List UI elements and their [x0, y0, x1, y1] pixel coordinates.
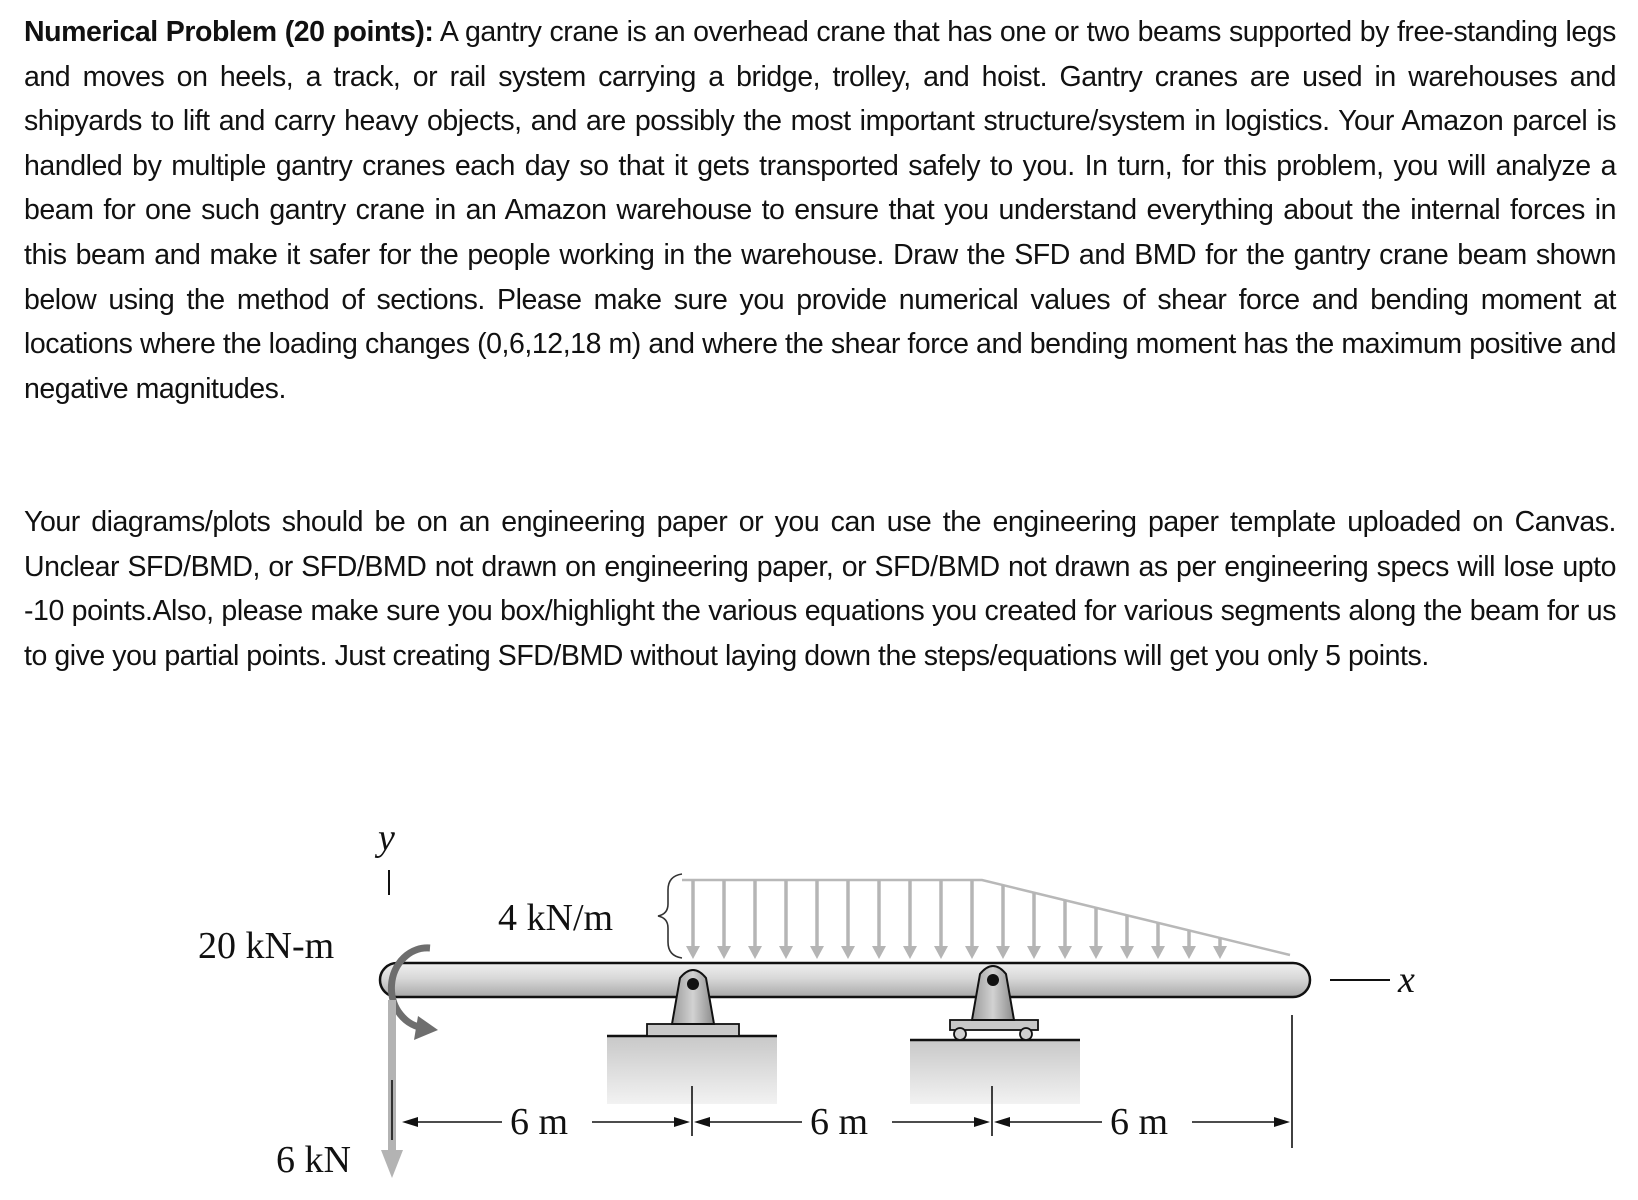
load-arrow-head [996, 946, 1010, 959]
load-arrow-head [1058, 946, 1072, 959]
x-axis-label: x [1398, 959, 1415, 1001]
load-arrow-head [1027, 946, 1041, 959]
moment-label: 20 kN-m [198, 925, 335, 967]
distributed-load-label: 4 kN/m [498, 897, 614, 939]
roller-support-ground [910, 1040, 1080, 1104]
problem-heading: Numerical Problem (20 points) [24, 16, 425, 48]
span-label-3: 6 m [1110, 1101, 1169, 1143]
problem-heading-colon: : [424, 16, 434, 48]
point-load-label: 6 kN [276, 1139, 351, 1181]
span-label-1: 6 m [510, 1101, 569, 1143]
load-arrow-head [810, 946, 824, 959]
load-arrow-head [1182, 946, 1196, 959]
distributed-load [658, 874, 1290, 959]
problem-body: A gantry crane is an overhead crane that has one or two beams supported by free-standing legs and moves on heels, a track, or rail system carrying a bridge, trolley, and hoist. Gantry cranes are used in warehouses and shipyards to lift and carry heavy objects, and are possibly the most important structure/system in logistics. Your Amazon parcel is handled by multiple gantry cranes each day so that it gets transported safely to you. In turn, for this problem, you will analyze a beam for one such gantry crane in an Amazon warehouse to ensure that you understand everything about the internal forces in this beam and make it safer for the people working in the warehouse. Draw the SFD and BMD for the gantry crane beam shown below using the method of sections. Please make sure you provide numerical values of shear force and bending moment at locations where the loading changes (0,6,12,18 m) and where the shear force and bending moment has the maximum positive and negative magnitudes. [24, 16, 1616, 405]
load-arrow-head [841, 946, 855, 959]
load-arrow-head [1151, 946, 1165, 959]
y-axis-label: y [378, 817, 395, 859]
load-arrow-head [748, 946, 762, 959]
load-arrow-head [1089, 946, 1103, 959]
load-brace [658, 874, 682, 958]
load-arrow-head [1213, 946, 1227, 959]
load-arrow-head [872, 946, 886, 959]
load-profile-outline [682, 880, 1290, 955]
load-arrow-head [903, 946, 917, 959]
span-label-2: 6 m [810, 1101, 869, 1143]
dimension-lines [392, 1015, 1292, 1148]
grading-instructions: Your diagrams/plots should be on an engineering paper or you can use the engineering paper template uploaded on Canvas. Unclear SFD/BMD, or SFD/BMD not drawn on engineering paper, or SFD/BMD not drawn as per engineering specs will lose upto -10 points.Also, please make sure you box/highlight the various equations you created for various segments along the beam for us to give you partial points. Just creating SFD/BMD without laying down the steps/equations will get you only 5 points. [24, 506, 1616, 672]
load-arrow-head [717, 946, 731, 959]
load-arrow-head [1120, 946, 1134, 959]
load-arrow-head [779, 946, 793, 959]
moment-arrow-head [414, 1016, 438, 1040]
load-arrow-head [934, 946, 948, 959]
load-arrow-head [686, 946, 700, 959]
load-arrow-head [965, 946, 979, 959]
beam [380, 963, 1310, 997]
point-load-arrow-head [381, 1150, 403, 1178]
